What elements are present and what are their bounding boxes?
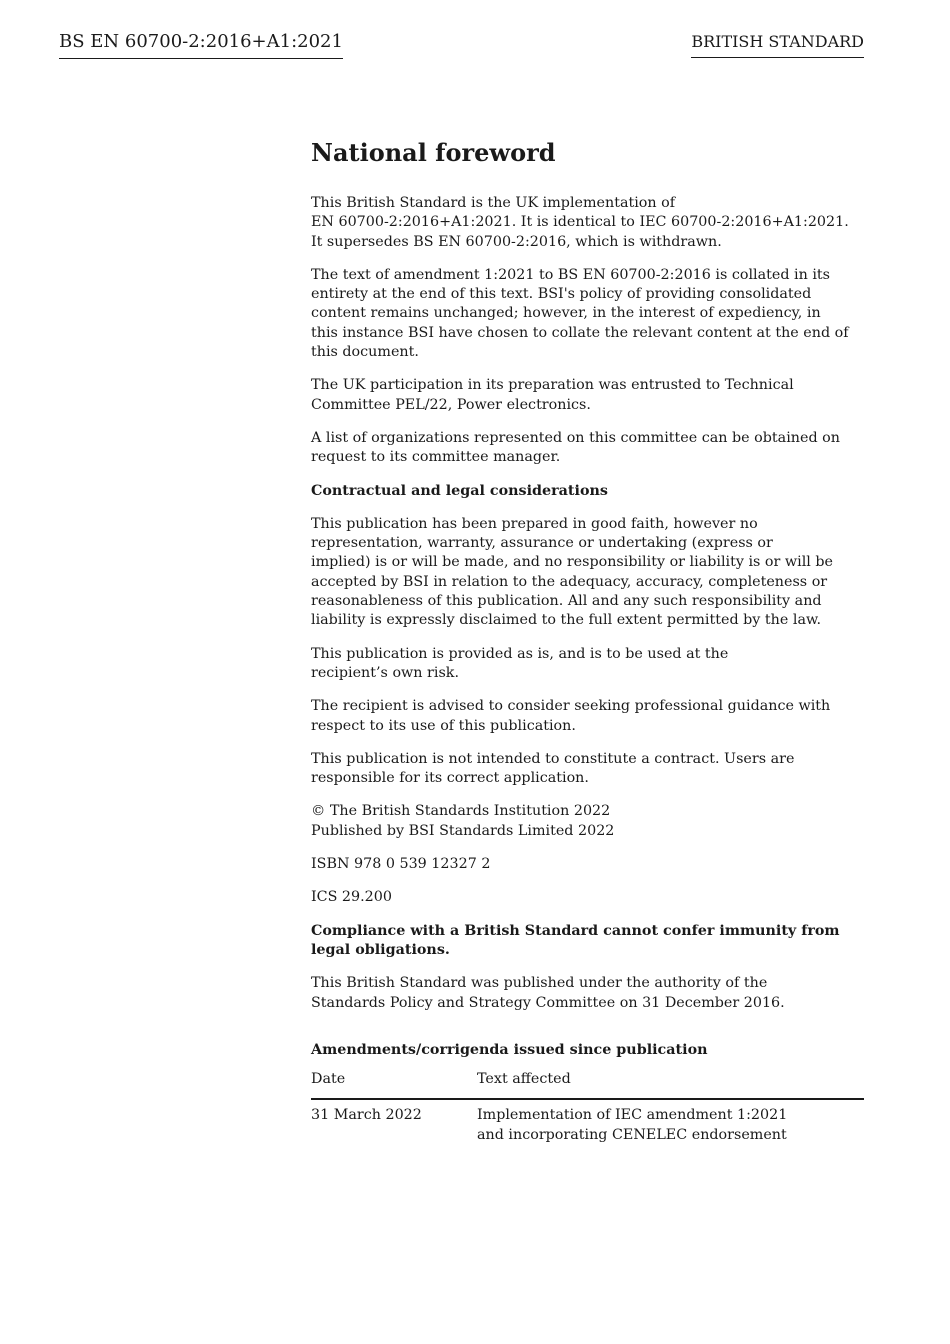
paragraph-line: Compliance with a British Standard cannot confer immunity from xyxy=(311,922,840,939)
paragraph xyxy=(311,697,867,736)
paragraph xyxy=(311,376,867,415)
paragraph-line: Standards Policy and Strategy Committee on 31 December 2016. xyxy=(311,994,785,1011)
paragraph xyxy=(311,802,867,841)
document-id: BS EN 60700-2:2016+A1:2021 xyxy=(59,30,343,59)
section-heading xyxy=(311,482,867,501)
paragraph-line: request to its committee manager. xyxy=(311,449,561,466)
paragraph xyxy=(311,750,867,789)
paragraph-line: A list of organizations represented on this committee can be obtained on xyxy=(311,429,840,446)
amendment-text-line: and incorporating CENELEC endorsement xyxy=(477,1126,787,1143)
paragraph-line: reasonableness of this publication. All and any such responsibility and xyxy=(311,593,822,610)
paragraph xyxy=(311,645,867,684)
main-content xyxy=(311,138,867,1145)
foreword-body xyxy=(311,194,867,1013)
paragraph-line: This publication has been prepared in good faith, however no xyxy=(311,515,758,532)
amendments-table xyxy=(311,1061,864,1145)
amendments-title: Amendments/corrigenda issued since publication xyxy=(311,1041,708,1058)
paragraph-line: liability is expressly disclaimed to the full extent permitted by the law. xyxy=(311,612,822,629)
paragraph-line: EN 60700-2:2016+A1:2021. It is identical to IEC 60700-2:2016+A1:2021. xyxy=(311,214,849,231)
paragraph xyxy=(311,515,867,631)
amendment-date: 31 March 2022 xyxy=(311,1107,422,1124)
paragraph-line: This publication is provided as is, and is to be used at the xyxy=(311,645,729,662)
paragraph-line: Published by BSI Standards Limited 2022 xyxy=(311,822,615,839)
paragraph-line: This British Standard was published under the authority of the xyxy=(311,975,768,992)
paragraph-line: respect to its use of this publication. xyxy=(311,717,576,734)
paragraph-line: Contractual and legal considerations xyxy=(311,482,608,499)
amendments-header-row xyxy=(311,1061,864,1099)
paragraph-line: recipient’s own risk. xyxy=(311,664,459,681)
paragraph-line: The recipient is advised to consider seeking professional guidance with xyxy=(311,698,831,715)
paragraph-line: This publication is not intended to constitute a contract. Users are xyxy=(311,750,795,767)
column-header-date: Date xyxy=(311,1061,477,1099)
paragraph-line: This British Standard is the UK implementation of xyxy=(311,195,676,211)
paragraph-line: © The British Standards Institution 2022 xyxy=(311,803,611,820)
page-title: National foreword xyxy=(311,138,556,167)
paragraph-line: implied) is or will be made, and no responsibility or liability is or will be xyxy=(311,554,834,571)
paragraph-line: this document. xyxy=(311,344,419,361)
series-label: BRITISH STANDARD xyxy=(691,31,864,58)
amendment-text xyxy=(477,1099,864,1145)
paragraph xyxy=(311,974,867,1013)
paragraph xyxy=(311,855,867,874)
paragraph xyxy=(311,194,867,252)
section-heading xyxy=(311,922,867,961)
paragraph-line: The UK participation in its preparation was entrusted to Technical xyxy=(311,377,794,394)
paragraph-line: legal obligations. xyxy=(311,941,450,958)
paragraph-line: representation, warranty, assurance or undertaking (express or xyxy=(311,535,773,552)
column-header-text-affected: Text affected xyxy=(477,1061,864,1099)
paragraph-line: Committee PEL/22, Power electronics. xyxy=(311,396,591,413)
table-row xyxy=(311,1099,864,1145)
paragraph-line: ICS 29.200 xyxy=(311,889,392,906)
paragraph-line: responsible for its correct application. xyxy=(311,770,589,787)
paragraph-line: this instance BSI have chosen to collate the relevant content at the end of xyxy=(311,324,849,341)
paragraph-line: entirety at the end of this text. BSI's policy of providing consolidated xyxy=(311,286,812,303)
amendment-text-line: Implementation of IEC amendment 1:2021 xyxy=(477,1107,788,1124)
paragraph-line: It supersedes BS EN 60700-2:2016, which is withdrawn. xyxy=(311,233,722,250)
paragraph-line: content remains unchanged; however, in the interest of expediency, in xyxy=(311,305,821,322)
paragraph-line: ISBN 978 0 539 12327 2 xyxy=(311,856,491,873)
paragraph xyxy=(311,429,867,468)
paragraph xyxy=(311,266,867,362)
paragraph-line: accepted by BSI in relation to the adequacy, accuracy, completeness or xyxy=(311,573,828,590)
paragraph-line: The text of amendment 1:2021 to BS EN 60700-2:2016 is collated in its xyxy=(311,266,831,283)
paragraph xyxy=(311,888,867,907)
